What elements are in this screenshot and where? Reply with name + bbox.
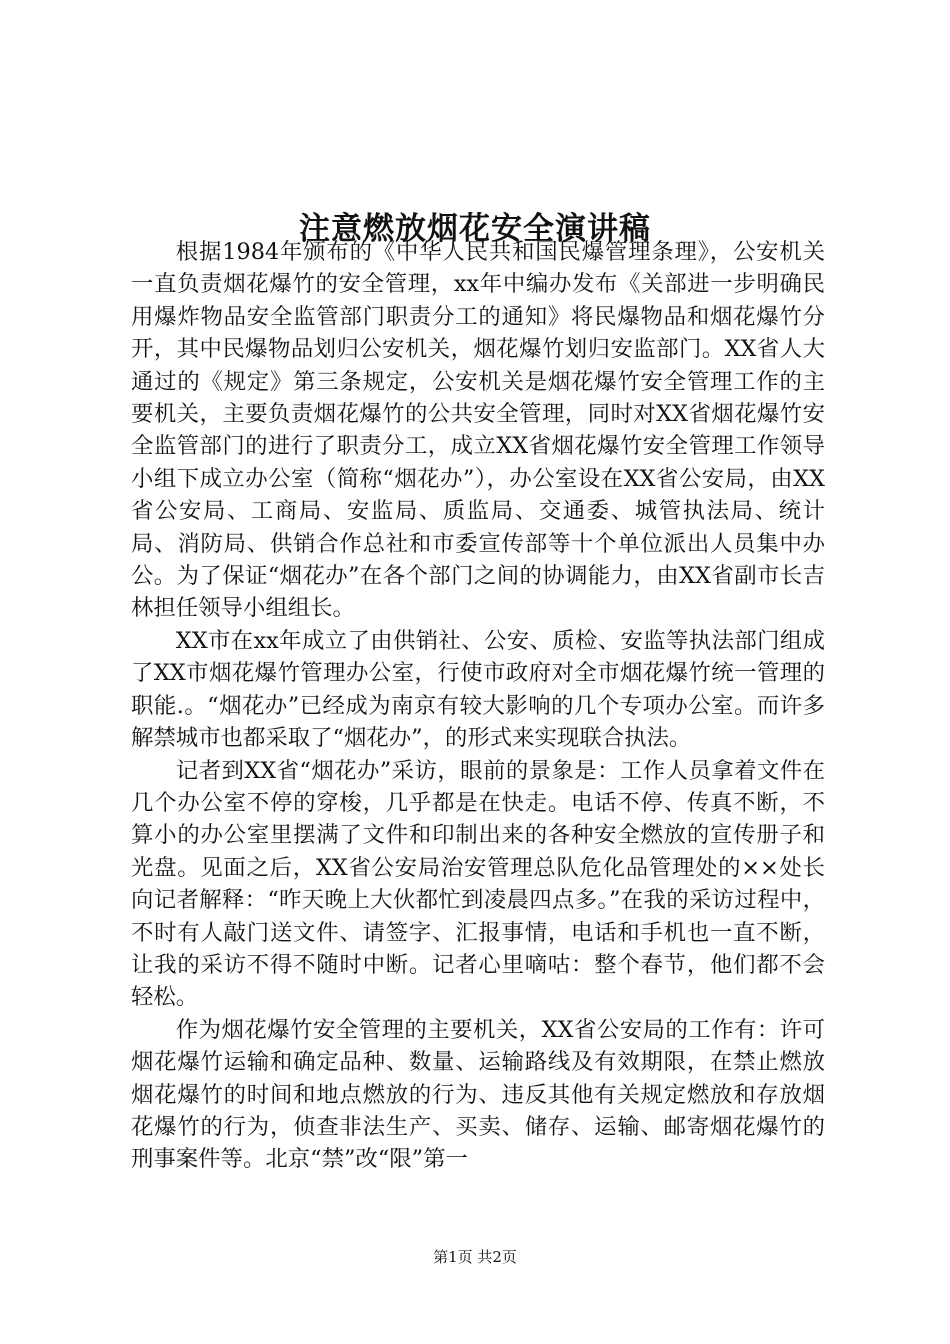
paragraph-1: 根据1984年颁布的《中华人民共和国民爆管理条理》，公安机关一直负责烟花爆竹的安全管理，xx年中编办发布《关部进一步明确民用爆炸物品安全监管部门职责分工的通知》将民爆物品和烟花爆竹分开，其中民爆物品划归公安机关，烟花爆竹划归安监部门。XX省人大通过的《规定》第三条规定，公安机关是烟花爆竹安全管理工作的主要机关，主要负责烟花爆竹的公共安全管理，同时对XX省烟花爆竹安全监管部门的进行了职责分工，成立XX省烟花爆竹安全管理工作领导小组下成立办公室（简称“烟花办”），办公室设在XX省公安局，由XX省公安局、工商局、安监局、质监局、交通委、城管执法局、统计局、消防局、供销合作总社和市委宣传部等十个单位派出人员集中办公。为了保证“烟花办”在各个部门之间的协调能力，由XX省副市长吉林担任领导小组组长。 xyxy=(131,239,825,622)
document-body xyxy=(131,236,825,1176)
paragraph-3: 记者到XX省“烟花办”采访，眼前的景象是：工作人员拿着文件在几个办公室不停的穿梭，几乎都是在快走。电话不停、传真不断，不算小的办公室里摆满了文件和印制出来的各种安全燃放的宣传册子和光盘。见面之后，XX省公安局治安管理总队危化品管理处的××处长向记者解释：“昨天晚上大伙都忙到凌晨四点多。”在我的采访过程中，不时有人敲门送文件、请签字、汇报事情，电话和手机也一直不断，让我的采访不得不随时中断。记者心里嘀咕：整个春节，他们都不会轻松。 xyxy=(131,757,825,1011)
paragraph-2: XX市在xx年成立了由供销社、公安、质检、安监等执法部门组成了XX市烟花爆竹管理办公室，行使市政府对全市烟花爆竹统一管理的职能.。“烟花办”已经成为南京有较大影响的几个专项办公室。而许多解禁城市也都采取了“烟花办”，的形式来实现联合执法。 xyxy=(131,627,825,752)
page-number-footer: 第1页 共2页 xyxy=(433,1248,517,1266)
paragraph-4: 作为烟花爆竹安全管理的主要机关，XX省公安局的工作有：许可烟花爆竹运输和确定品种、数量、运输路线及有效期限，在禁止燃放烟花爆竹的时间和地点燃放的行为、违反其他有关规定燃放和存放烟花爆竹的行为，侦查非法生产、买卖、储存、运输、邮寄烟花爆竹的刑事案件等。北京“禁”改“限”第一 xyxy=(131,1016,825,1173)
document-title: 注意燃放烟花安全演讲稿 xyxy=(299,210,651,247)
